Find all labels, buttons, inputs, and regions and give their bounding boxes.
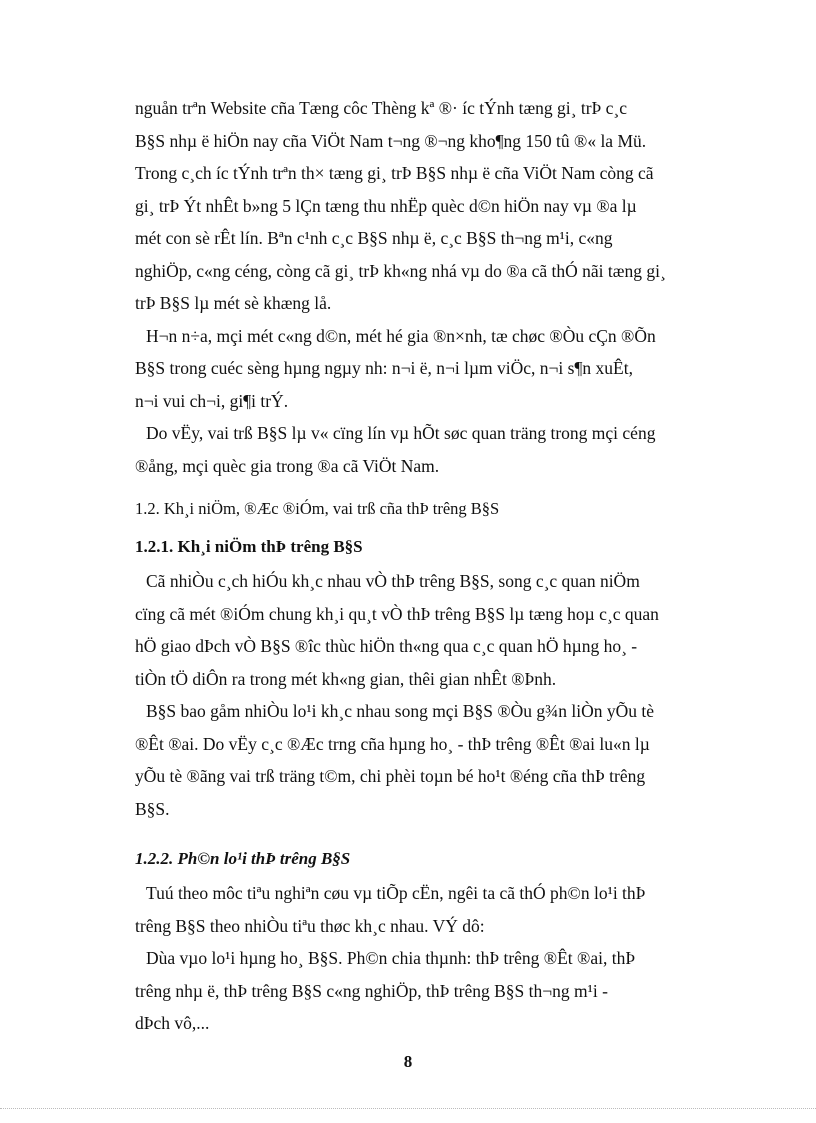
section-heading-1-2-2: 1.2.2. Ph©n lo¹i thÞ trêng B§S [135,849,351,868]
text-line: cïng cã mét ®iÓm chung kh¸i qu¸t vÒ thÞ trêng B§S lµ tæng hoµ c¸c quan [135,603,659,624]
text-line: gi¸ trÞ Ýt nhÊt b»ng 5 lÇn tæng thu nhËp quèc d©n hiÖn nay vµ ®a lµ [135,195,637,216]
paragraph-1 [135,92,720,320]
text-line: B§S nhµ ë hiÖn nay cña ViÖt Nam t¬ng ®¬ng kho¶ng 150 tû ®« la Mü. [135,130,647,151]
text-line: B§S trong cuéc sèng hµng ngµy nh: n¬i ë, n¬i lµm viÖc, n¬i s¶n xuÊt, [135,358,633,378]
paragraph-3 [135,417,720,482]
text-line: dÞch vô,... [135,1013,210,1033]
text-line: ®ång, mçi quèc gia trong ®a cã ViÖt Nam. [135,455,440,476]
text-line: H¬n n÷a, mçi mét c«ng d©n, mét hé gia ®n×nh, tæ chøc ®Òu cÇn ®Õn [146,325,656,346]
section-heading-1-2-1: 1.2.1. Kh¸i niÖm thÞ trêng B§S [135,537,363,556]
text-line: nguån trªn Website cña Tæng côc Thèng kª ®· íc tÝnh tæng gi¸ trÞ c¸c [135,98,627,118]
section-heading-1-2: 1.2. Kh¸i niÖm, ®Æc ®iÓm, vai trß cña thÞ trêng B§S [135,499,500,518]
paragraph-4 [135,565,720,695]
paragraph-5 [135,695,720,825]
paragraph-6 [135,877,720,942]
paragraph-7 [135,942,720,1040]
text-line: tiÒn tÖ diÔn ra trong mét kh«ng gian, thêi gian nhÊt ®Þnh. [135,668,557,689]
text-line: Do vËy, vai trß B§S lµ v« cïng lín vµ hÕt søc quan träng trong mçi céng [146,423,656,443]
text-line: Trong c¸ch íc tÝnh trªn th× tæng gi¸ trÞ B§S nhµ ë cña ViÖt Nam còng cã [135,163,654,183]
text-line: hÖ giao dÞch vÒ B§S ®îc thùc hiÖn th«ng qua c¸c quan hÖ hµng ho¸ - [135,636,638,656]
text-line: trêng B§S theo nhiÒu tiªu thøc kh¸c nhau. VÝ dô: [135,915,485,936]
text-line: Dùa vµo lo¹i hµng ho¸ B§S. Ph©n chia thµnh: thÞ trêng ®Êt ®ai, thÞ [146,948,636,968]
text-line: mét con sè rÊt lín. Bªn c¹nh c¸c B§S nhµ ë, c¸c B§S th¬ng m¹i, c«ng [135,228,613,248]
text-line: B§S. [135,798,170,819]
footer-divider [0,1108,816,1110]
text-line: Tuú theo môc tiªu nghiªn cøu vµ tiÕp cËn, ngêi ta cã thÓ ph©n lo¹i thÞ [146,883,646,903]
text-line: trÞ B§S lµ mét sè khæng lå. [135,293,332,313]
page-content [135,92,720,1040]
paragraph-2 [135,320,720,418]
text-line: Cã nhiÒu c¸ch hiÓu kh¸c nhau vÒ thÞ trêng B§S, song c¸c quan niÖm [146,571,640,591]
text-line: yÕu tè ®ãng vai trß träng t©m, chi phèi toµn bé ho¹t ®éng cña thÞ trêng [135,766,646,786]
text-line: n¬i vui ch¬i, gi¶i trÝ. [135,390,289,411]
text-line: ®Êt ®ai. Do vËy c¸c ®Æc trng cña hµng ho¸ - thÞ trêng ®Êt ®ai lu«n lµ [135,733,650,754]
text-line: B§S bao gåm nhiÒu lo¹i kh¸c nhau song mçi B§S ®Òu g¾n liÒn yÕu tè [146,701,655,721]
page-number: 8 [403,1052,413,1071]
text-line: trêng nhµ ë, thÞ trêng B§S c«ng nghiÖp, thÞ trêng B§S th¬ng m¹i - [135,980,608,1001]
text-line: nghiÖp, c«ng céng, còng cã gi¸ trÞ kh«ng nhá vµ do ®a cã thÓ nãi tæng gi¸ [135,260,666,281]
